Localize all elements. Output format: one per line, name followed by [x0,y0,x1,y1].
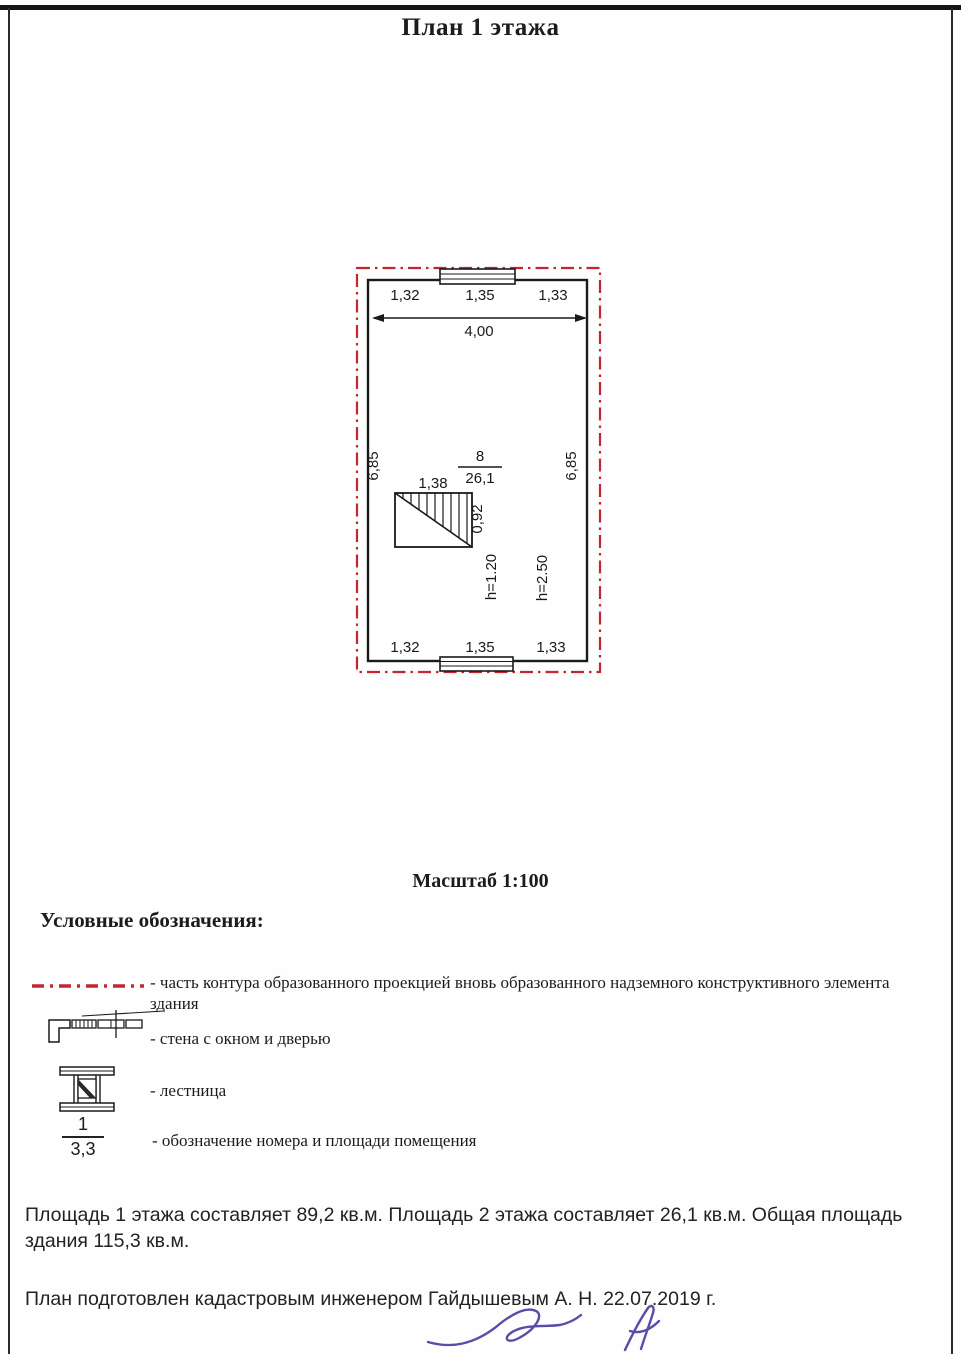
window-top-symbol [440,269,515,284]
dim-top-3: 1,33 [538,287,568,304]
dim-top-1: 1,32 [390,287,420,304]
height-label-2: h=2.50 [534,554,551,602]
floor-plan-drawing [350,258,612,680]
dim-stairs-depth: 0,92 [469,504,486,534]
legend-item-stairs-text: - лестница [150,1081,227,1100]
legend-item-contour-text: - часть контура образованного проекцией вновь образованного надземного конструктивного элемента здания [150,973,890,1014]
page-border-right [951,8,953,1354]
dim-side-right: 6,85 [563,451,580,481]
room-number-fraction-icon [62,1114,104,1159]
dim-bottom-2: 1,35 [465,639,495,656]
legend-item-number-text: - обозначение номера и площади помещения [152,1131,477,1150]
dim-bottom-1: 1,32 [390,639,420,656]
window-bottom-symbol [440,657,513,671]
legend-heading: Условные обозначения: [40,908,264,932]
dim-side-left: 6,85 [365,451,382,481]
dim-top-2: 1,35 [465,287,495,304]
scale-label: Масштаб 1:100 [412,870,549,892]
wall-window-door-icon [46,1008,166,1050]
stairs-symbol [395,493,472,547]
page-border-left [8,8,10,1354]
red-dash-dot-line-icon [32,984,144,988]
svg-text:26,1: 26,1 [465,470,495,487]
page-border-top [0,5,961,10]
prepared-by-note: План подготовлен кадастровым инженером Гайдышевым А. Н. 22.07.2019 г. [25,1288,717,1310]
stairs-legend-icon [56,1064,120,1114]
height-label-1: h=1.20 [483,553,500,601]
areas-note: Площадь 1 этажа составляет 89,2 кв.м. Площадь 2 этажа составляет 26,1 кв.м. Общая площадь здания 115,3 кв.м. [25,1204,903,1252]
dim-stairs-width: 1,38 [418,475,448,492]
fraction-denominator: 3,3 [70,1138,96,1159]
dim-total-width: 4,00 [464,323,494,340]
legend-item-wall-text: - стена с окном и дверью [150,1029,331,1048]
page-title: План 1 этажа [401,14,560,41]
dim-bottom-3: 1,33 [536,639,566,656]
fraction-numerator: 1 [62,1114,104,1138]
svg-text:8: 8 [475,448,485,465]
signature [420,1302,780,1354]
